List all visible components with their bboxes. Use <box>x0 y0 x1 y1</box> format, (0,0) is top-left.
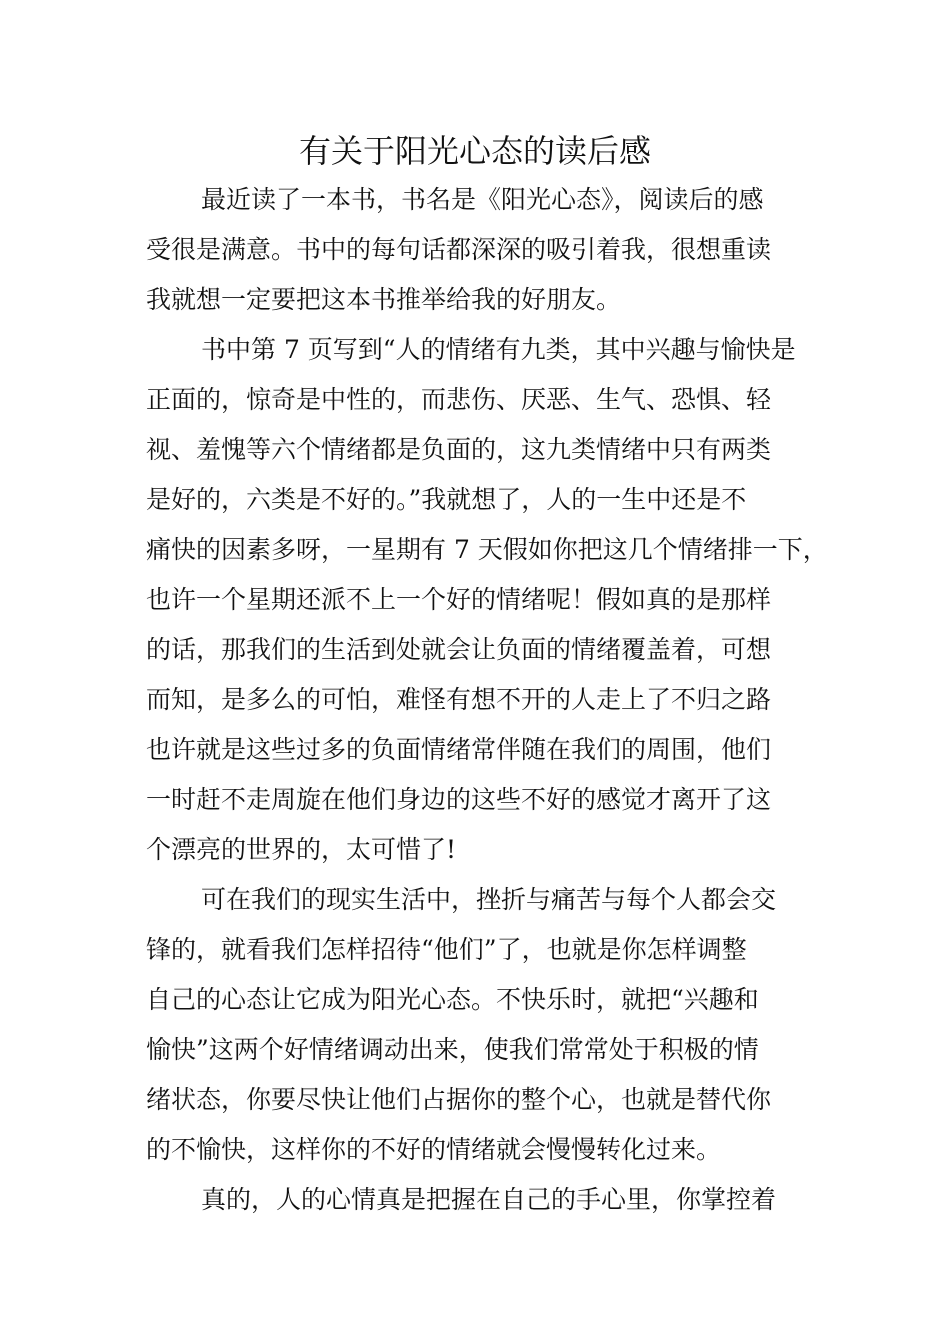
text-line: 可在我们的现实生活中，挫折与痛苦与每个人都会交 <box>201 885 777 914</box>
text-line: 最近读了一本书，书名是《阳光心态》，阅读后的感 <box>201 185 764 214</box>
text-line: 的话，那我们的生活到处就会让负面的情绪覆盖着，可想 <box>146 635 772 664</box>
text-line: 我就想一定要把这本书推举给我的好朋友。 <box>146 285 622 314</box>
text-line: 锋的，就看我们怎样招待“他们”了，也就是你怎样调整 <box>146 935 747 964</box>
text-line: 也许就是这些过多的负面情绪常伴随在我们的周围，他们 <box>146 735 772 764</box>
text-line: 自己的心态让它成为阳光心态。不快乐时，就把“兴趣和 <box>146 985 759 1014</box>
text-line: 个漂亮的世界的，太可惜了! <box>146 835 457 864</box>
text-line: 而知，是多么的可怕，难怪有想不开的人走上了不归之路 <box>146 685 772 714</box>
paragraph-3 <box>146 875 814 1175</box>
paragraph-4 <box>146 1175 814 1225</box>
text-line: 的不愉快，这样你的不好的情绪就会慢慢转化过来。 <box>146 1135 722 1164</box>
text-line: 书中第 7 页写到“人的情绪有九类，其中兴趣与愉快是 <box>201 335 796 364</box>
text-line: 愉快”这两个好情绪调动出来，使我们常常处于积极的情 <box>146 1035 759 1064</box>
text-line: 绪状态，你要尽快让他们占据你的整个心，也就是替代你 <box>146 1085 772 1114</box>
text-line: 是好的，六类是不好的。”我就想了，人的一生中还是不 <box>146 485 747 514</box>
text-line: 也许一个星期还派不上一个好的情绪呢！假如真的是那样 <box>146 585 772 614</box>
text-line: 正面的，惊奇是中性的，而悲伤、厌恶、生气、恐惧、轻 <box>146 385 772 414</box>
text-line: 一时赶不走周旋在他们身边的这些不好的感觉才离开了这 <box>146 785 772 814</box>
text-line: 真的，人的心情真是把握在自己的手心里，你掌控着 <box>201 1185 777 1214</box>
paragraph-1 <box>146 175 814 325</box>
text-line: 视、羞愧等六个情绪都是负面的，这九类情绪中只有两类 <box>146 435 772 464</box>
text-line: 受很是满意。书中的每句话都深深的吸引着我，很想重读 <box>146 235 772 264</box>
document-body <box>146 175 828 1225</box>
paragraph-2 <box>146 325 828 875</box>
document-title: 有关于阳光心态的读后感 <box>298 132 651 170</box>
text-line: 痛快的因素多呀，一星期有 7 天假如你把这几个情绪排一下， <box>146 535 828 564</box>
